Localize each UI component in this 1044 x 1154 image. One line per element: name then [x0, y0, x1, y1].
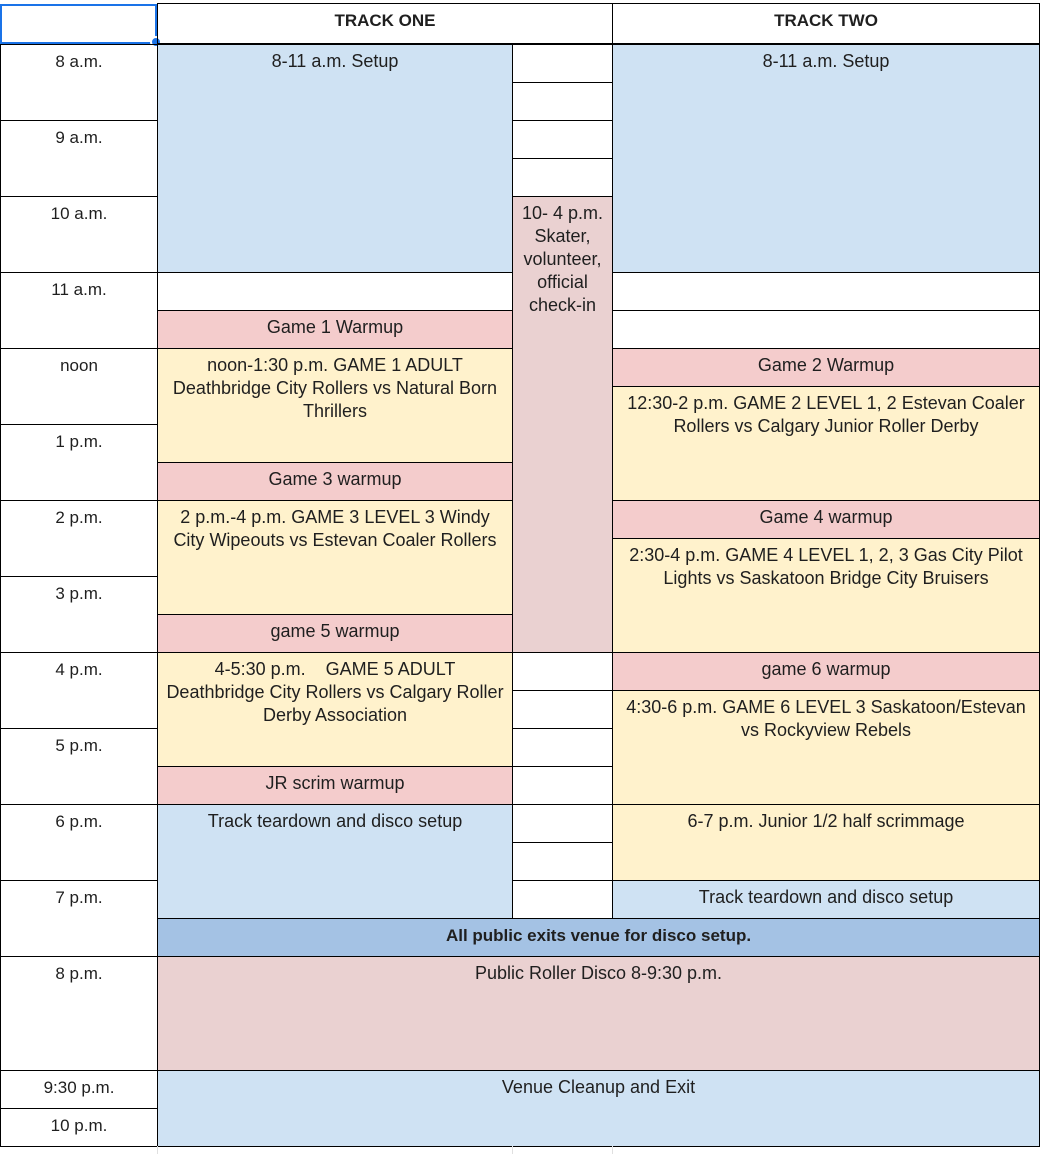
middle-empty-1[interactable]	[512, 44, 613, 83]
track-two-scrimmage[interactable]: 6-7 p.m. Junior 1/2 half scrimmage	[612, 804, 1040, 881]
track-two-game6[interactable]: 4:30-6 p.m. GAME 6 LEVEL 3 Saskatoon/Estevan vs Rockyview Rebels	[612, 690, 1040, 805]
track-two-empty-1130am[interactable]	[612, 310, 1040, 349]
track-one-game5-warmup[interactable]: game 5 warmup	[157, 614, 513, 653]
track-two-setup[interactable]: 8-11 a.m. Setup	[612, 44, 1040, 273]
venue-cleanup[interactable]: Venue Cleanup and Exit	[157, 1070, 1040, 1147]
middle-empty-8[interactable]	[512, 766, 613, 805]
selected-cell-a1[interactable]	[0, 4, 157, 44]
track-two-game4[interactable]: 2:30-4 p.m. GAME 4 LEVEL 1, 2, 3 Gas City Pilot Lights vs Saskatoon Bridge City Bruisers	[612, 538, 1040, 653]
time-3pm[interactable]: 3 p.m.	[0, 576, 158, 653]
middle-empty-4[interactable]	[512, 158, 613, 197]
track-one-game3[interactable]: 2 p.m.-4 p.m. GAME 3 LEVEL 3 Windy City Wipeouts vs Estevan Coaler Rollers	[157, 500, 513, 615]
header-track-two[interactable]: TRACK TWO	[612, 3, 1040, 44]
middle-empty-7[interactable]	[512, 728, 613, 767]
track-one-jr-warmup[interactable]: JR scrim warmup	[157, 766, 513, 805]
time-noon[interactable]: noon	[0, 348, 158, 425]
middle-empty-6[interactable]	[512, 690, 613, 729]
track-two-game6-warmup[interactable]: game 6 warmup	[612, 652, 1040, 691]
time-1pm[interactable]: 1 p.m.	[0, 424, 158, 501]
track-one-game5[interactable]: 4-5:30 p.m. GAME 5 ADULT Deathbridge City Rollers vs Calgary Roller Derby Association	[157, 652, 513, 767]
gridline-stub	[157, 1146, 158, 1154]
time-11am[interactable]: 11 a.m.	[0, 272, 158, 349]
time-2pm[interactable]: 2 p.m.	[0, 500, 158, 577]
time-6pm[interactable]: 6 p.m.	[0, 804, 158, 881]
track-one-game3-warmup[interactable]: Game 3 warmup	[157, 462, 513, 501]
middle-empty-2[interactable]	[512, 82, 613, 121]
middle-empty-9[interactable]	[512, 804, 613, 843]
middle-empty-5[interactable]	[512, 652, 613, 691]
track-two-game2-warmup[interactable]: Game 2 Warmup	[612, 348, 1040, 387]
time-5pm[interactable]: 5 p.m.	[0, 728, 158, 805]
time-8pm[interactable]: 8 p.m.	[0, 956, 158, 1071]
gridline-stub	[512, 1146, 513, 1154]
time-7pm[interactable]: 7 p.m.	[0, 880, 158, 957]
public-roller-disco[interactable]: Public Roller Disco 8-9:30 p.m.	[157, 956, 1040, 1071]
gridline-stub	[612, 1146, 613, 1154]
middle-empty-10[interactable]	[512, 842, 613, 881]
middle-empty-11[interactable]	[512, 880, 613, 919]
track-two-teardown[interactable]: Track teardown and disco setup	[612, 880, 1040, 919]
time-8am[interactable]: 8 a.m.	[0, 44, 158, 121]
public-exit-banner[interactable]: All public exits venue for disco setup.	[157, 918, 1040, 957]
header-track-one[interactable]: TRACK ONE	[157, 3, 613, 44]
time-10am[interactable]: 10 a.m.	[0, 196, 158, 273]
track-one-setup[interactable]: 8-11 a.m. Setup	[157, 44, 513, 273]
track-two-game2[interactable]: 12:30-2 p.m. GAME 2 LEVEL 1, 2 Estevan Coaler Rollers vs Calgary Junior Roller Derby	[612, 386, 1040, 501]
track-one-teardown[interactable]: Track teardown and disco setup	[157, 804, 513, 919]
middle-checkin[interactable]: 10- 4 p.m. Skater, volunteer, official check-in	[512, 196, 613, 653]
track-one-game1[interactable]: noon-1:30 p.m. GAME 1 ADULT Deathbridge City Rollers vs Natural Born Thrillers	[157, 348, 513, 463]
track-one-game1-warmup[interactable]: Game 1 Warmup	[157, 310, 513, 349]
track-two-game4-warmup[interactable]: Game 4 warmup	[612, 500, 1040, 539]
time-9am[interactable]: 9 a.m.	[0, 120, 158, 197]
time-930pm[interactable]: 9:30 p.m.	[0, 1070, 158, 1109]
middle-empty-3[interactable]	[512, 120, 613, 159]
track-one-empty-11am[interactable]	[157, 272, 513, 311]
time-10pm[interactable]: 10 p.m.	[0, 1108, 158, 1147]
track-two-empty-11am[interactable]	[612, 272, 1040, 311]
time-4pm[interactable]: 4 p.m.	[0, 652, 158, 729]
